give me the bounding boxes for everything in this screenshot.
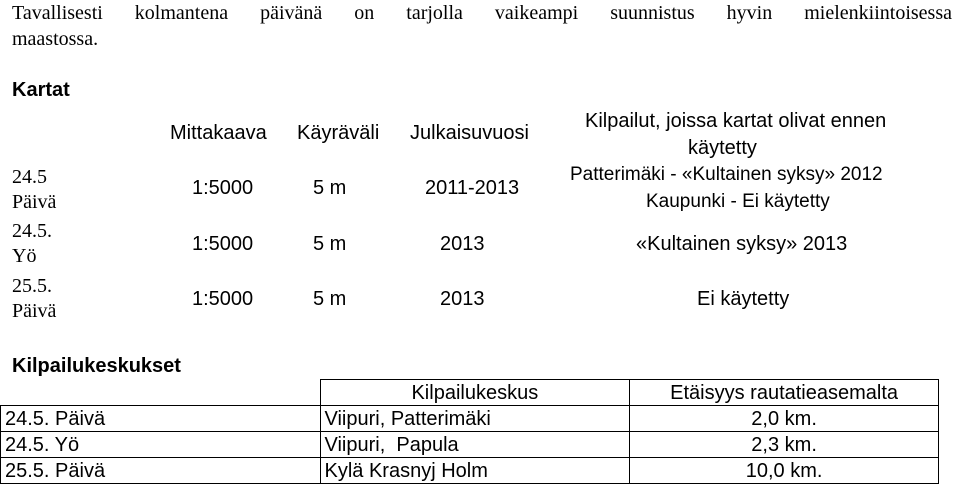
table-cell-day: 24.5. Päivä [1, 406, 321, 432]
table-cell-usage-cont: Kaupunki - Ei käytetty [646, 191, 830, 212]
table-cell-interval: 5 m [313, 177, 347, 199]
table-cell-year: 2013 [440, 288, 485, 310]
table-row [1, 432, 939, 458]
table-header-row [1, 380, 939, 406]
table-cell-scale: 1:5000 [192, 233, 254, 255]
centers-heading: Kilpailukeskukset [12, 355, 181, 377]
table-cell-interval: 5 m [313, 288, 347, 310]
table-cell-day: 25.5. Päivä [1, 458, 321, 484]
col-header-day [1, 380, 321, 406]
table-row [1, 458, 939, 484]
day-label-date: 24.5. [12, 220, 52, 242]
table-cell-year: 2013 [440, 233, 485, 255]
table-cell-year: 2011-2013 [425, 177, 520, 199]
centers-table [0, 379, 939, 484]
col-header-usage-cont: käytetty [688, 137, 757, 159]
col-header-year: Julkaisuvuosi [410, 122, 529, 144]
table-row [1, 406, 939, 432]
table-cell-center: Viipuri, Patterimäki [320, 406, 630, 432]
table-cell-center: Viipuri, Papula [320, 432, 630, 458]
intro-line-2: maastossa. [12, 28, 99, 50]
col-header-interval: Käyräväli [297, 122, 380, 144]
day-label-period: Päivä [12, 191, 57, 213]
day-label-date: 24.5 [12, 166, 47, 188]
intro-line-1: Tavallisesti kolmantena päivänä on tarjolla vaikeampi suunnistus hyvin mielenkiintoisessa [12, 2, 952, 24]
table-cell-scale: 1:5000 [192, 288, 254, 310]
table-cell-usage: Patterimäki - «Kultainen syksy» 2012 [570, 164, 883, 185]
day-label-period: Päivä [12, 300, 57, 322]
table-cell-center: Kylä Krasnyj Holm [320, 458, 630, 484]
maps-heading: Kartat [12, 79, 70, 101]
table-cell-distance: 2,3 km. [630, 432, 939, 458]
table-cell-scale: 1:5000 [192, 177, 254, 199]
day-label-period: Yö [12, 245, 37, 267]
col-header-distance: Etäisyys rautatieasemalta [630, 380, 939, 406]
table-cell-day: 24.5. Yö [1, 432, 321, 458]
table-cell-distance: 10,0 km. [630, 458, 939, 484]
day-label-date: 25.5. [12, 275, 52, 297]
table-cell-distance: 2,0 km. [630, 406, 939, 432]
table-cell-usage: Ei käytetty [697, 288, 790, 310]
table-cell-interval: 5 m [313, 233, 347, 255]
col-header-center: Kilpailukeskus [320, 380, 630, 406]
col-header-usage: Kilpailut, joissa kartat olivat ennen [585, 110, 887, 132]
table-cell-usage: «Kultainen syksy» 2013 [636, 233, 848, 255]
col-header-scale: Mittakaava [170, 122, 267, 144]
